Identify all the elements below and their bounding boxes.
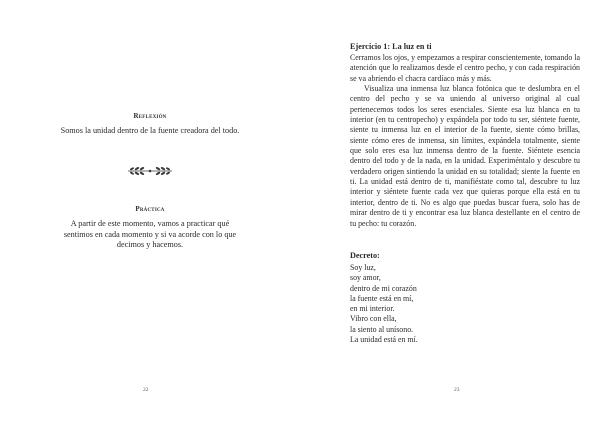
poem-line: soy amor,: [350, 273, 381, 283]
decreto-title: Decreto:: [350, 251, 380, 260]
decreto-poem: [350, 263, 418, 345]
poem-line: la siento al unísono.: [350, 324, 414, 334]
poem-line: La unidad está en mí.: [350, 335, 418, 345]
poem-line: Vibro con ella,: [350, 314, 397, 324]
practica-heading: Práctica: [135, 205, 165, 213]
laurel-divider-icon: [126, 165, 174, 177]
right-page: [300, 0, 600, 425]
exercise-paragraph-1: Cerramos los ojos, y empezamos a respirar conscientemente, tomando la atención que lo realizamos desde el centro pecho, y con cada respiración se va abriendo el chacra cardíaco más y más.: [350, 53, 580, 83]
poem-line: en mi interior.: [350, 304, 395, 314]
poem-line: dentro de mi corazón: [350, 283, 417, 293]
page-number-right: 23: [454, 387, 460, 393]
practica-text: A partir de este momento, vamos a practicar qué sentimos en cada momento y si va acorde con lo que decimos y hacemos.: [63, 219, 237, 250]
poem-line: la fuente está en mí,: [350, 293, 414, 303]
exercise-body: [350, 53, 580, 229]
exercise-title: Ejercicio 1: La luz en ti: [350, 42, 432, 51]
reflexion-heading: Reflexión: [133, 112, 167, 120]
poem-line: Soy luz,: [350, 263, 376, 272]
exercise-paragraph-2: Visualiza una inmensa luz blanca fotónica que te deslumbra en el centro del pecho y se va uniendo al universo original al cual pertenecemos todos los seres esenciales. Siente esa luz blanca en tu interior (en tu centropecho) y expándela por todo tu ser, siéntete fuente, siente tu inmensa luz en el interior de la fuente, siente cómo brillas, siente cómo eres de inmensa, sin límites, expándela totalmente, siente que solo eres esa luz inmensa dentro de la fuente. Siéntete esencia dentro del todo y de la nada, en la unidad. Experiméntalo y descubre tu verdadero origen sintiendo la unidad en su totalidad; siente la fuente en ti. La unidad está dentro de ti, manifiéstate como tal, descubre tu luz interior y siéntete fuente cada vez que quieras porque ella está en tu interior, dentro de ti. No es algo que puedas buscar fuera, solo has de mirar dentro de ti y encontrar esa luz blanca destellante en el centro de tu pecho: tu corazón.: [350, 84, 580, 228]
page-number-left: 22: [143, 387, 149, 393]
reflexion-text: Somos la unidad dentro de la fuente creadora del todo.: [60, 126, 240, 135]
